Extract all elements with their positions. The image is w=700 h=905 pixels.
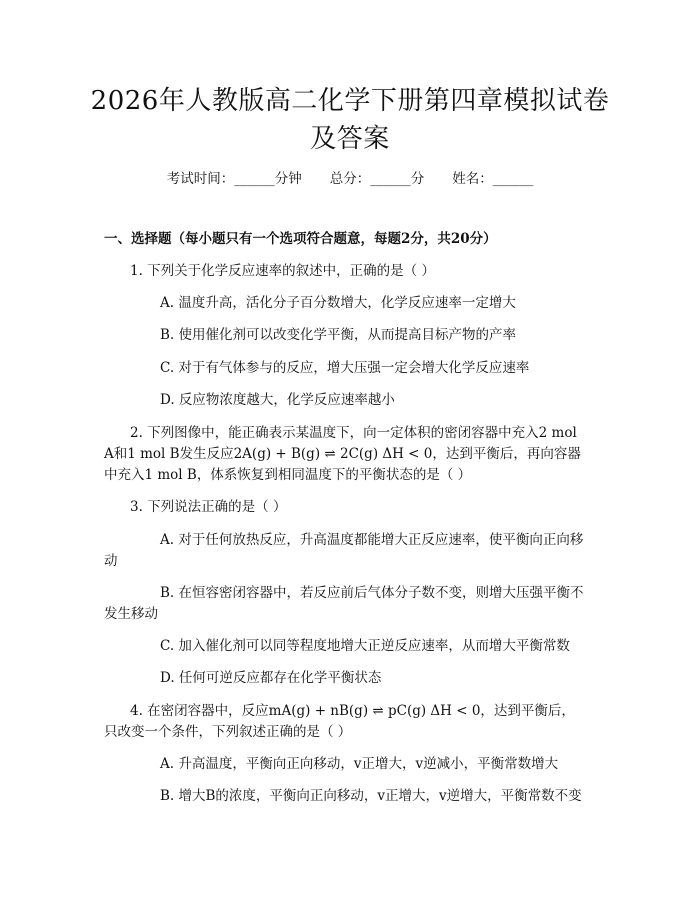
question-3-option-b-line-2: 发生移动 <box>104 606 158 622</box>
title-line-1: 2026年人教版高二化学下册第四章模拟试卷 <box>90 86 610 116</box>
question-3-option-c: C. 加入催化剂可以同等程度地增大正逆反应速率，从而增大平衡常数 <box>160 638 570 654</box>
question-4-stem-line-1: 4. 在密闭容器中，反应mA(g) + nB(g) ⇌ pC(g) ΔH < 0，达到平衡后， <box>130 703 575 719</box>
question-2-stem-line-3: 中充入1 mol B，体系恢复到相同温度下的平衡状态的是（ ） <box>104 467 472 483</box>
question-1-option-a: A. 温度升高，活化分子百分数增大，化学反应速率一定增大 <box>160 295 516 311</box>
question-1-option-d: D. 反应物浓度越大，化学反应速率越小 <box>160 392 395 408</box>
exam-time: 考试时间：______分钟 <box>166 171 302 187</box>
question-1-option-b: B. 使用催化剂可以改变化学平衡，从而提高目标产物的产率 <box>160 327 517 343</box>
question-4-stem-line-2: 只改变一个条件，下列叙述正确的是（ ） <box>104 724 352 740</box>
question-3-stem: 3. 下列说法正确的是（ ） <box>130 499 287 515</box>
question-1-stem: 1. 下列关于化学反应速率的叙述中，正确的是（ ） <box>130 263 435 279</box>
section-heading: 一、选择题（每小题只有一个选项符合题意，每题2分，共20分） <box>104 231 497 247</box>
student-name: 姓名：______ <box>452 171 534 187</box>
exam-info <box>0 170 700 188</box>
question-3-option-b-line-1: B. 在恒容密闭容器中，若反应前后气体分子数不变，则增大压强平衡不 <box>160 585 584 601</box>
question-4-option-b: B. 增大B的浓度，平衡向正向移动，v正增大，v逆增大，平衡常数不变 <box>160 788 582 804</box>
title-line-2: 及答案 <box>310 124 390 154</box>
question-3-option-a-line-2: 动 <box>104 553 118 569</box>
total-score: 总分：______分 <box>329 171 425 187</box>
question-2-stem-line-2: A和1 mol B发生反应2A(g) + B(g) ⇌ 2C(g) ΔH < 0，达到平衡后，再向容器 <box>104 446 581 462</box>
question-4-option-a: A. 升高温度，平衡向正向移动，v正增大，v逆减小，平衡常数增大 <box>160 756 559 772</box>
question-3-option-d: D. 任何可逆反应都存在化学平衡状态 <box>160 670 382 686</box>
question-1-option-c: C. 对于有气体参与的反应，增大压强一定会增大化学反应速率 <box>160 360 530 376</box>
document-title <box>60 82 640 158</box>
question-3-option-a-line-1: A. 对于任何放热反应，升高温度都能增大正反应速率，使平衡向正向移 <box>160 532 584 548</box>
question-2-stem-line-1: 2. 下列图像中，能正确表示某温度下，向一定体积的密闭容器中充入2 mol <box>130 425 577 441</box>
